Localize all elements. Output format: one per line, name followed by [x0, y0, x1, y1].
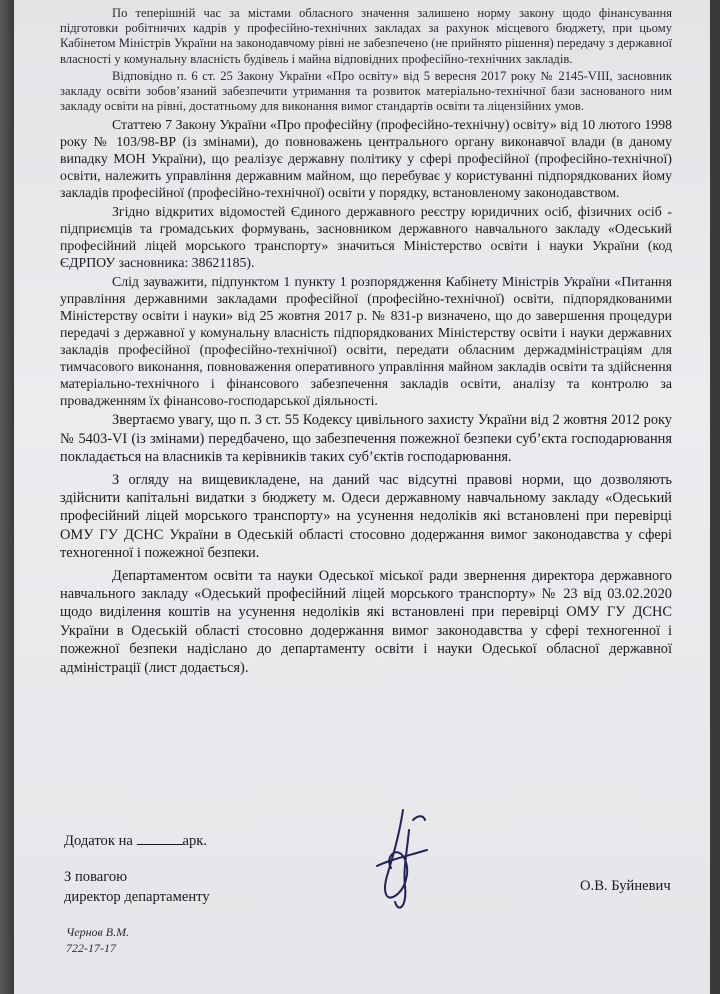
paragraph-conclusion: З огляду на вищевикладене, на даний час відсутні правові норми, що дозволяють здійснити капітальні видатки з бюджету м. Одеси державному навчальному закладу «Одеський професійний ліцей морського транспорту» на усунення недоліків які встановлені при перевірці ОМУ ГУ ДСНС України в Одеській області стосовно додержання вимог законодавства у сфері техногенної і пожежної безпеки. [60, 471, 672, 562]
paragraph-vocational-law: Статтею 7 Закону України «Про професійну (професійно-технічну) освіту» від 10 лютого 1998 року № 103/98-ВР (із змінами), до повноважень центрального органу виконавчої влади (в даному випадку МОН України), що реалізує державну політику у сфері професійної (професійно-технічної) освіти, належить управління державним майном, що перебуває у користуванні підпорядкованих йому закладів професійної (професійно-технічної) освіти у порядку, встановленому законодавством. [60, 117, 672, 201]
attachment-blank [137, 832, 183, 845]
attachment-prefix: Додаток на [64, 833, 133, 849]
executor-block [66, 924, 129, 956]
paragraph-funding: По теперішній час за містами обласного значення залишено норму закону щодо фінансування підготовки робітничих кадрів у професійно-технічних закладах за рахунок місцевого бюджету, при цьому Кабінетом Міністрів України на законодавчому рівні не забезпечено (не прийнято рішення) передачу з державної власності у комунальну власність будівель і майна відповідних професійно-технічних закладів. [60, 6, 672, 66]
letter-page [8, 0, 710, 994]
signer-name: О.В. Буйневич [580, 878, 671, 894]
executor-phone: 722-17-17 [66, 941, 116, 955]
closing-position: директор департаменту [64, 889, 210, 905]
paragraph-cabinet-order: Слід зауважити, підпунктом 1 пункту 1 розпорядження Кабінету Міністрів України «Питання управління державними закладами професійної (професійно-технічної) освіти, підпорядкованими Міністерству освіти і науки» від 25 жовтня 2017 р. № 831-р визначено, що до завершення процедури передачі з державної у комунальну власність підпорядкованих Міністерству освіти і науки державних закладів професійної (професійно-технічної) освіти, передати обласним держадміністраціям для тимчасового виконання, повноваження оперативного управління майном закладів освіти та здійснення матеріально-технічного і фінансового забезпечення закладів освіти, аналізу та контролю за провадженням їх фінансово-господарської діяльності. [60, 274, 672, 409]
paragraph-registry: Згідно відкритих відомостей Єдиного державного реєстру юридичних осіб, фізичних осіб - підприємців та громадських формувань, засновником державного навчального закладу «Одеський професійний ліцей морського транспорту» значиться Міністерство освіти і науки України (код ЄДРПОУ засновника: 38621185). [60, 204, 672, 271]
paragraph-forwarded: Департаментом освіти та науки Одеської міської ради звернення директора державного навчального закладу «Одеський професійний ліцей морського транспорту» № 23 від 03.02.2020 щодо виділення коштів на усунення недоліків які встановлені при перевірці ОМУ ГУ ДСНС України в Одеській області стосовно додержання вимог законодавства у сфері техногенної і пожежної безпеки надіслано до департаменту освіти і науки Одеської обласної державної адміністрації (лист додається). [60, 567, 672, 676]
page-edge-shadow [0, 0, 14, 994]
closing-regards: З повагою [64, 869, 128, 885]
handwritten-signature [373, 806, 433, 918]
executor-name: Чернов В.М. [66, 925, 130, 939]
letter-body [60, 6, 672, 681]
paragraph-law-on-education: Відповідно п. 6 ст. 25 Закону України «Про освіту» від 5 вересня 2017 року № 2145-VIII, засновник закладу освіти зобов’язаний забезпечити утримання та розвиток матеріально-технічної бази заснованого ним закладу освіти на рівні, достатньому для виконання вимог стандартів освіти та ліцензійних умов. [60, 68, 672, 114]
paragraph-civil-protection: Звертаємо увагу, що п. 3 ст. 55 Кодексу цивільного захисту України від 2 жовтня 2012 року № 5403-VI (із змінами) передбачено, що забезпечення пожежної безпеки суб’єкта господарювання покладається на власників та керівників таких суб’єктів господарювання. [60, 412, 672, 466]
attachment-suffix: арк. [182, 833, 208, 849]
